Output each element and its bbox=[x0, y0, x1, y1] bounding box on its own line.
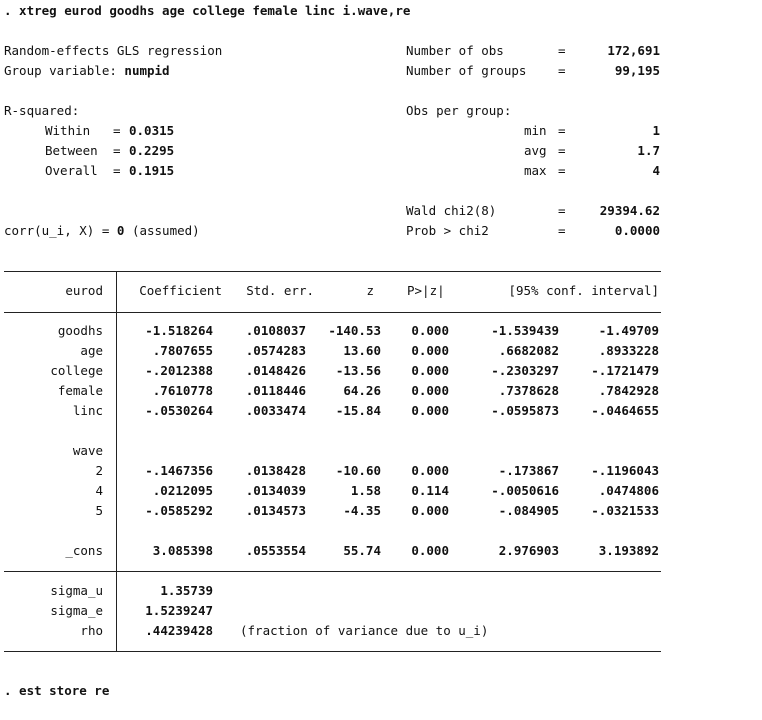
row-name: goodhs bbox=[57, 323, 103, 338]
wald-label: Wald chi2(8) bbox=[406, 203, 497, 218]
rho-label: rho bbox=[80, 623, 103, 638]
row-name: 5 bbox=[95, 503, 103, 518]
row-ci-high: .8933228 bbox=[598, 343, 659, 358]
ngroups-eq: = bbox=[558, 63, 566, 78]
row-name: _cons bbox=[65, 543, 103, 558]
ngroups-label: Number of groups bbox=[406, 63, 527, 78]
max-label: max bbox=[524, 163, 547, 178]
row-z: 13.60 bbox=[343, 343, 381, 358]
col-se-header: Std. err. bbox=[246, 283, 314, 298]
row-se: .0118446 bbox=[245, 383, 306, 398]
footer-command: . est store re bbox=[4, 683, 110, 698]
row-ci-high: -.1721479 bbox=[591, 363, 659, 378]
row-name: age bbox=[80, 343, 103, 358]
row-se: .0553554 bbox=[245, 543, 306, 558]
row-ci-high: -.0464655 bbox=[591, 403, 659, 418]
min-eq: = bbox=[558, 123, 566, 138]
row-z: -10.60 bbox=[335, 463, 381, 478]
prob-value: 0.0000 bbox=[614, 223, 660, 238]
row-se: .0134039 bbox=[245, 483, 306, 498]
row-name: 2 bbox=[95, 463, 103, 478]
nobs-value: 172,691 bbox=[607, 43, 660, 58]
row-name: 4 bbox=[95, 483, 103, 498]
avg-eq: = bbox=[558, 143, 566, 158]
row-ci-high: 3.193892 bbox=[598, 543, 659, 558]
row-z: 55.74 bbox=[343, 543, 381, 558]
row-ci-high: -.1196043 bbox=[591, 463, 659, 478]
row-se: .0108037 bbox=[245, 323, 306, 338]
wald-value: 29394.62 bbox=[599, 203, 660, 218]
row-se: .0033474 bbox=[245, 403, 306, 418]
row-name: linc bbox=[72, 403, 103, 418]
max-value: 4 bbox=[652, 163, 660, 178]
nobs-label: Number of obs bbox=[406, 43, 504, 58]
row-ci-low: 2.976903 bbox=[498, 543, 559, 558]
row-ci-low: .7378628 bbox=[498, 383, 559, 398]
row-p: 0.000 bbox=[411, 403, 449, 418]
group-variable-line bbox=[4, 61, 170, 81]
row-z: -4.35 bbox=[343, 503, 381, 518]
row-coef: -1.518264 bbox=[145, 323, 213, 338]
row-p: 0.000 bbox=[411, 363, 449, 378]
col-ci-header: [95% conf. interval] bbox=[508, 283, 659, 298]
between-eq: = bbox=[113, 143, 121, 158]
corr-value: 0 bbox=[116, 223, 125, 238]
row-p: 0.000 bbox=[411, 463, 449, 478]
between-value: 0.2295 bbox=[129, 143, 175, 158]
wave-label: wave bbox=[72, 443, 103, 458]
row-se: .0138428 bbox=[245, 463, 306, 478]
command-line: . xtreg eurod goodhs age college female linc i.wave,re bbox=[4, 3, 411, 18]
row-ci-low: -.0595873 bbox=[491, 403, 559, 418]
col-z-header: z bbox=[366, 283, 374, 298]
between-label: Between bbox=[45, 143, 98, 158]
row-p: 0.000 bbox=[411, 323, 449, 338]
avg-value: 1.7 bbox=[637, 143, 660, 158]
row-ci-low: -1.539439 bbox=[491, 323, 559, 338]
sigma-u-value: 1.35739 bbox=[160, 583, 213, 598]
row-se: .0574283 bbox=[245, 343, 306, 358]
prob-eq: = bbox=[558, 223, 566, 238]
row-z: -13.56 bbox=[335, 363, 381, 378]
row-coef: .7807655 bbox=[152, 343, 213, 358]
row-coef: .0212095 bbox=[152, 483, 213, 498]
row-coef: 3.085398 bbox=[152, 543, 213, 558]
row-z: 1.58 bbox=[350, 483, 381, 498]
sigma-e-label: sigma_e bbox=[50, 603, 103, 618]
prob-label: Prob > chi2 bbox=[406, 223, 489, 238]
row-ci-high: .0474806 bbox=[598, 483, 659, 498]
row-p: 0.000 bbox=[411, 343, 449, 358]
row-coef: -.1467356 bbox=[145, 463, 213, 478]
within-value: 0.0315 bbox=[129, 123, 175, 138]
model-title: Random-effects GLS regression bbox=[4, 43, 223, 58]
depvar-header: eurod bbox=[65, 283, 103, 298]
wald-eq: = bbox=[558, 203, 566, 218]
sigma-u-label: sigma_u bbox=[50, 583, 103, 598]
avg-label: avg bbox=[524, 143, 547, 158]
col-p-header: P>|z| bbox=[407, 283, 445, 298]
row-p: 0.000 bbox=[411, 383, 449, 398]
row-p: 0.000 bbox=[411, 543, 449, 558]
nobs-eq: = bbox=[558, 43, 566, 58]
obs-per-group-label: Obs per group: bbox=[406, 103, 512, 118]
rho-note: (fraction of variance due to u_i) bbox=[240, 623, 489, 638]
row-coef: -.2012388 bbox=[145, 363, 213, 378]
rho-value: .44239428 bbox=[145, 623, 213, 638]
row-z: 64.26 bbox=[343, 383, 381, 398]
row-p: 0.114 bbox=[411, 483, 449, 498]
table-header-rule bbox=[4, 312, 661, 313]
row-coef: -.0530264 bbox=[145, 403, 213, 418]
corr-line bbox=[4, 221, 200, 241]
row-ci-high: -.0321533 bbox=[591, 503, 659, 518]
row-coef: -.0585292 bbox=[145, 503, 213, 518]
overall-eq: = bbox=[113, 163, 121, 178]
row-name: female bbox=[57, 383, 103, 398]
row-ci-low: .6682082 bbox=[498, 343, 559, 358]
row-se: .0134573 bbox=[245, 503, 306, 518]
overall-value: 0.1915 bbox=[129, 163, 175, 178]
row-name: college bbox=[50, 363, 103, 378]
table-bottom-rule bbox=[4, 651, 661, 652]
sigma-e-value: 1.5239247 bbox=[145, 603, 213, 618]
col-coef-header: Coefficient bbox=[139, 283, 222, 298]
within-label: Within bbox=[45, 123, 91, 138]
table-body-rule bbox=[4, 571, 661, 572]
group-label: Group variable: bbox=[4, 63, 125, 78]
group-var: numpid bbox=[124, 63, 170, 78]
row-ci-low: -.084905 bbox=[498, 503, 559, 518]
row-ci-low: -.173867 bbox=[498, 463, 559, 478]
row-z: -140.53 bbox=[328, 323, 381, 338]
min-value: 1 bbox=[652, 123, 660, 138]
row-ci-low: -.0050616 bbox=[491, 483, 559, 498]
within-eq: = bbox=[113, 123, 121, 138]
rsq-label: R-squared: bbox=[4, 103, 80, 118]
row-coef: .7610778 bbox=[152, 383, 213, 398]
table-divider bbox=[116, 271, 117, 652]
corr-prefix: corr(u_i, X) = bbox=[4, 223, 117, 238]
overall-label: Overall bbox=[45, 163, 98, 178]
corr-suffix: (assumed) bbox=[124, 223, 200, 238]
row-z: -15.84 bbox=[335, 403, 381, 418]
max-eq: = bbox=[558, 163, 566, 178]
row-ci-high: -1.49709 bbox=[598, 323, 659, 338]
row-ci-low: -.2303297 bbox=[491, 363, 559, 378]
row-p: 0.000 bbox=[411, 503, 449, 518]
ngroups-value: 99,195 bbox=[614, 63, 660, 78]
table-top-rule bbox=[4, 271, 661, 272]
min-label: min bbox=[524, 123, 547, 138]
row-se: .0148426 bbox=[245, 363, 306, 378]
row-ci-high: .7842928 bbox=[598, 383, 659, 398]
